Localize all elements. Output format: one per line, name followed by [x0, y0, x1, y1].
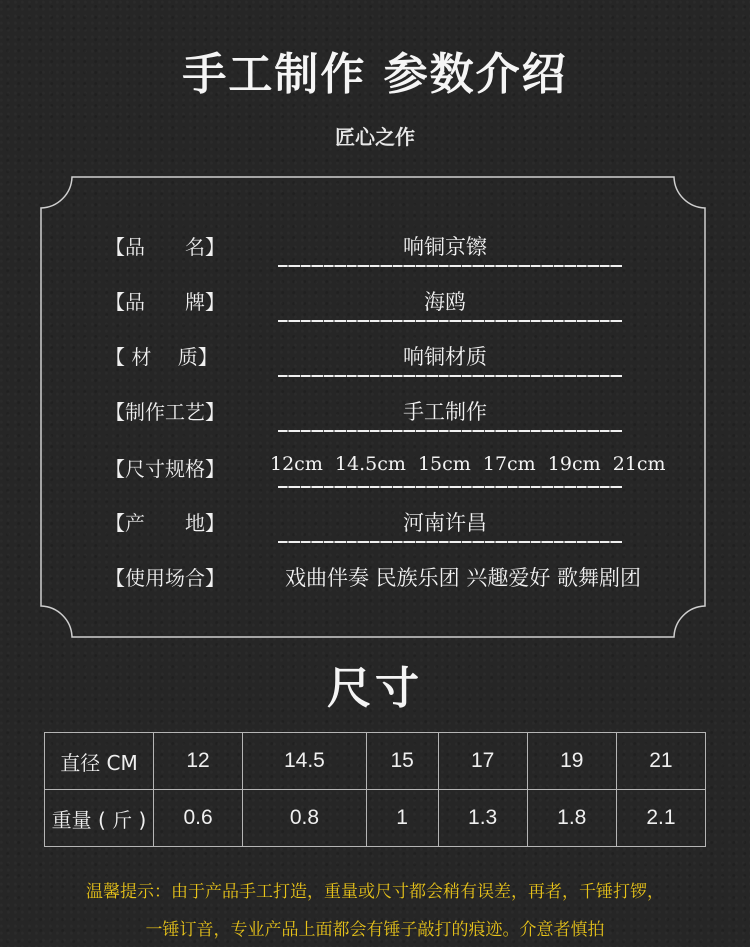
table-cell: 1.8 — [527, 790, 616, 847]
param-value: 河南许昌 — [403, 511, 487, 535]
param-label: 【尺寸规格】 — [105, 457, 225, 481]
table-cell: 14.5 — [243, 733, 367, 790]
table-row — [45, 790, 706, 847]
param-label: 【产 地】 — [105, 511, 225, 535]
table-row — [45, 733, 706, 790]
param-label: 【 材 质】 — [105, 345, 218, 369]
param-row-material — [40, 341, 706, 381]
param-label: 【使用场合】 — [105, 566, 225, 590]
table-cell: 21 — [616, 733, 705, 790]
param-value: 手工制作 — [403, 400, 487, 424]
underline — [278, 541, 622, 543]
param-frame — [40, 176, 706, 638]
param-value: 海鸥 — [424, 290, 466, 314]
notice-line-2: 一锤订音，专业产品上面都会有锤子敲打的痕迹。介意者慎拍 — [145, 920, 605, 940]
param-value: 响铜京镲 — [403, 235, 487, 259]
table-cell: 0.6 — [154, 790, 243, 847]
param-label: 【制作工艺】 — [105, 400, 225, 424]
underline — [278, 375, 622, 377]
param-label: 【品 牌】 — [105, 290, 225, 314]
table-cell: 1.3 — [438, 790, 527, 847]
param-row-origin — [40, 507, 706, 547]
underline — [278, 265, 622, 267]
size-section-title: 尺寸 — [327, 663, 423, 714]
param-label: 【品 名】 — [105, 235, 225, 259]
weight-header: 重量 ( 斤 ) — [45, 790, 154, 847]
underline — [278, 486, 622, 488]
param-row-brand — [40, 286, 706, 326]
table-cell: 1 — [366, 790, 438, 847]
param-value: 12cm 14.5cm 15cm 17cm 19cm 21cm — [270, 453, 666, 475]
param-row-size — [40, 453, 706, 493]
table-cell: 15 — [366, 733, 438, 790]
diameter-header: 直径 CM — [45, 733, 154, 790]
underline — [278, 320, 622, 322]
underline — [278, 430, 622, 432]
size-table — [44, 732, 706, 847]
table-cell: 19 — [527, 733, 616, 790]
notice-line-1: 温馨提示：由于产品手工打造，重量或尺寸都会稍有误差，再者，千锤打锣， — [86, 882, 664, 902]
param-value: 戏曲伴奏 民族乐团 兴趣爱好 歌舞剧团 — [284, 566, 642, 590]
page-title: 手工制作 参数介绍 — [182, 49, 568, 100]
table-cell: 2.1 — [616, 790, 705, 847]
param-row-craft — [40, 396, 706, 436]
table-cell: 0.8 — [243, 790, 367, 847]
param-value: 响铜材质 — [403, 345, 487, 369]
table-cell: 17 — [438, 733, 527, 790]
param-row-name — [40, 231, 706, 271]
page-subtitle: 匠心之作 — [335, 125, 415, 149]
param-row-usage — [40, 562, 706, 602]
table-cell: 12 — [154, 733, 243, 790]
